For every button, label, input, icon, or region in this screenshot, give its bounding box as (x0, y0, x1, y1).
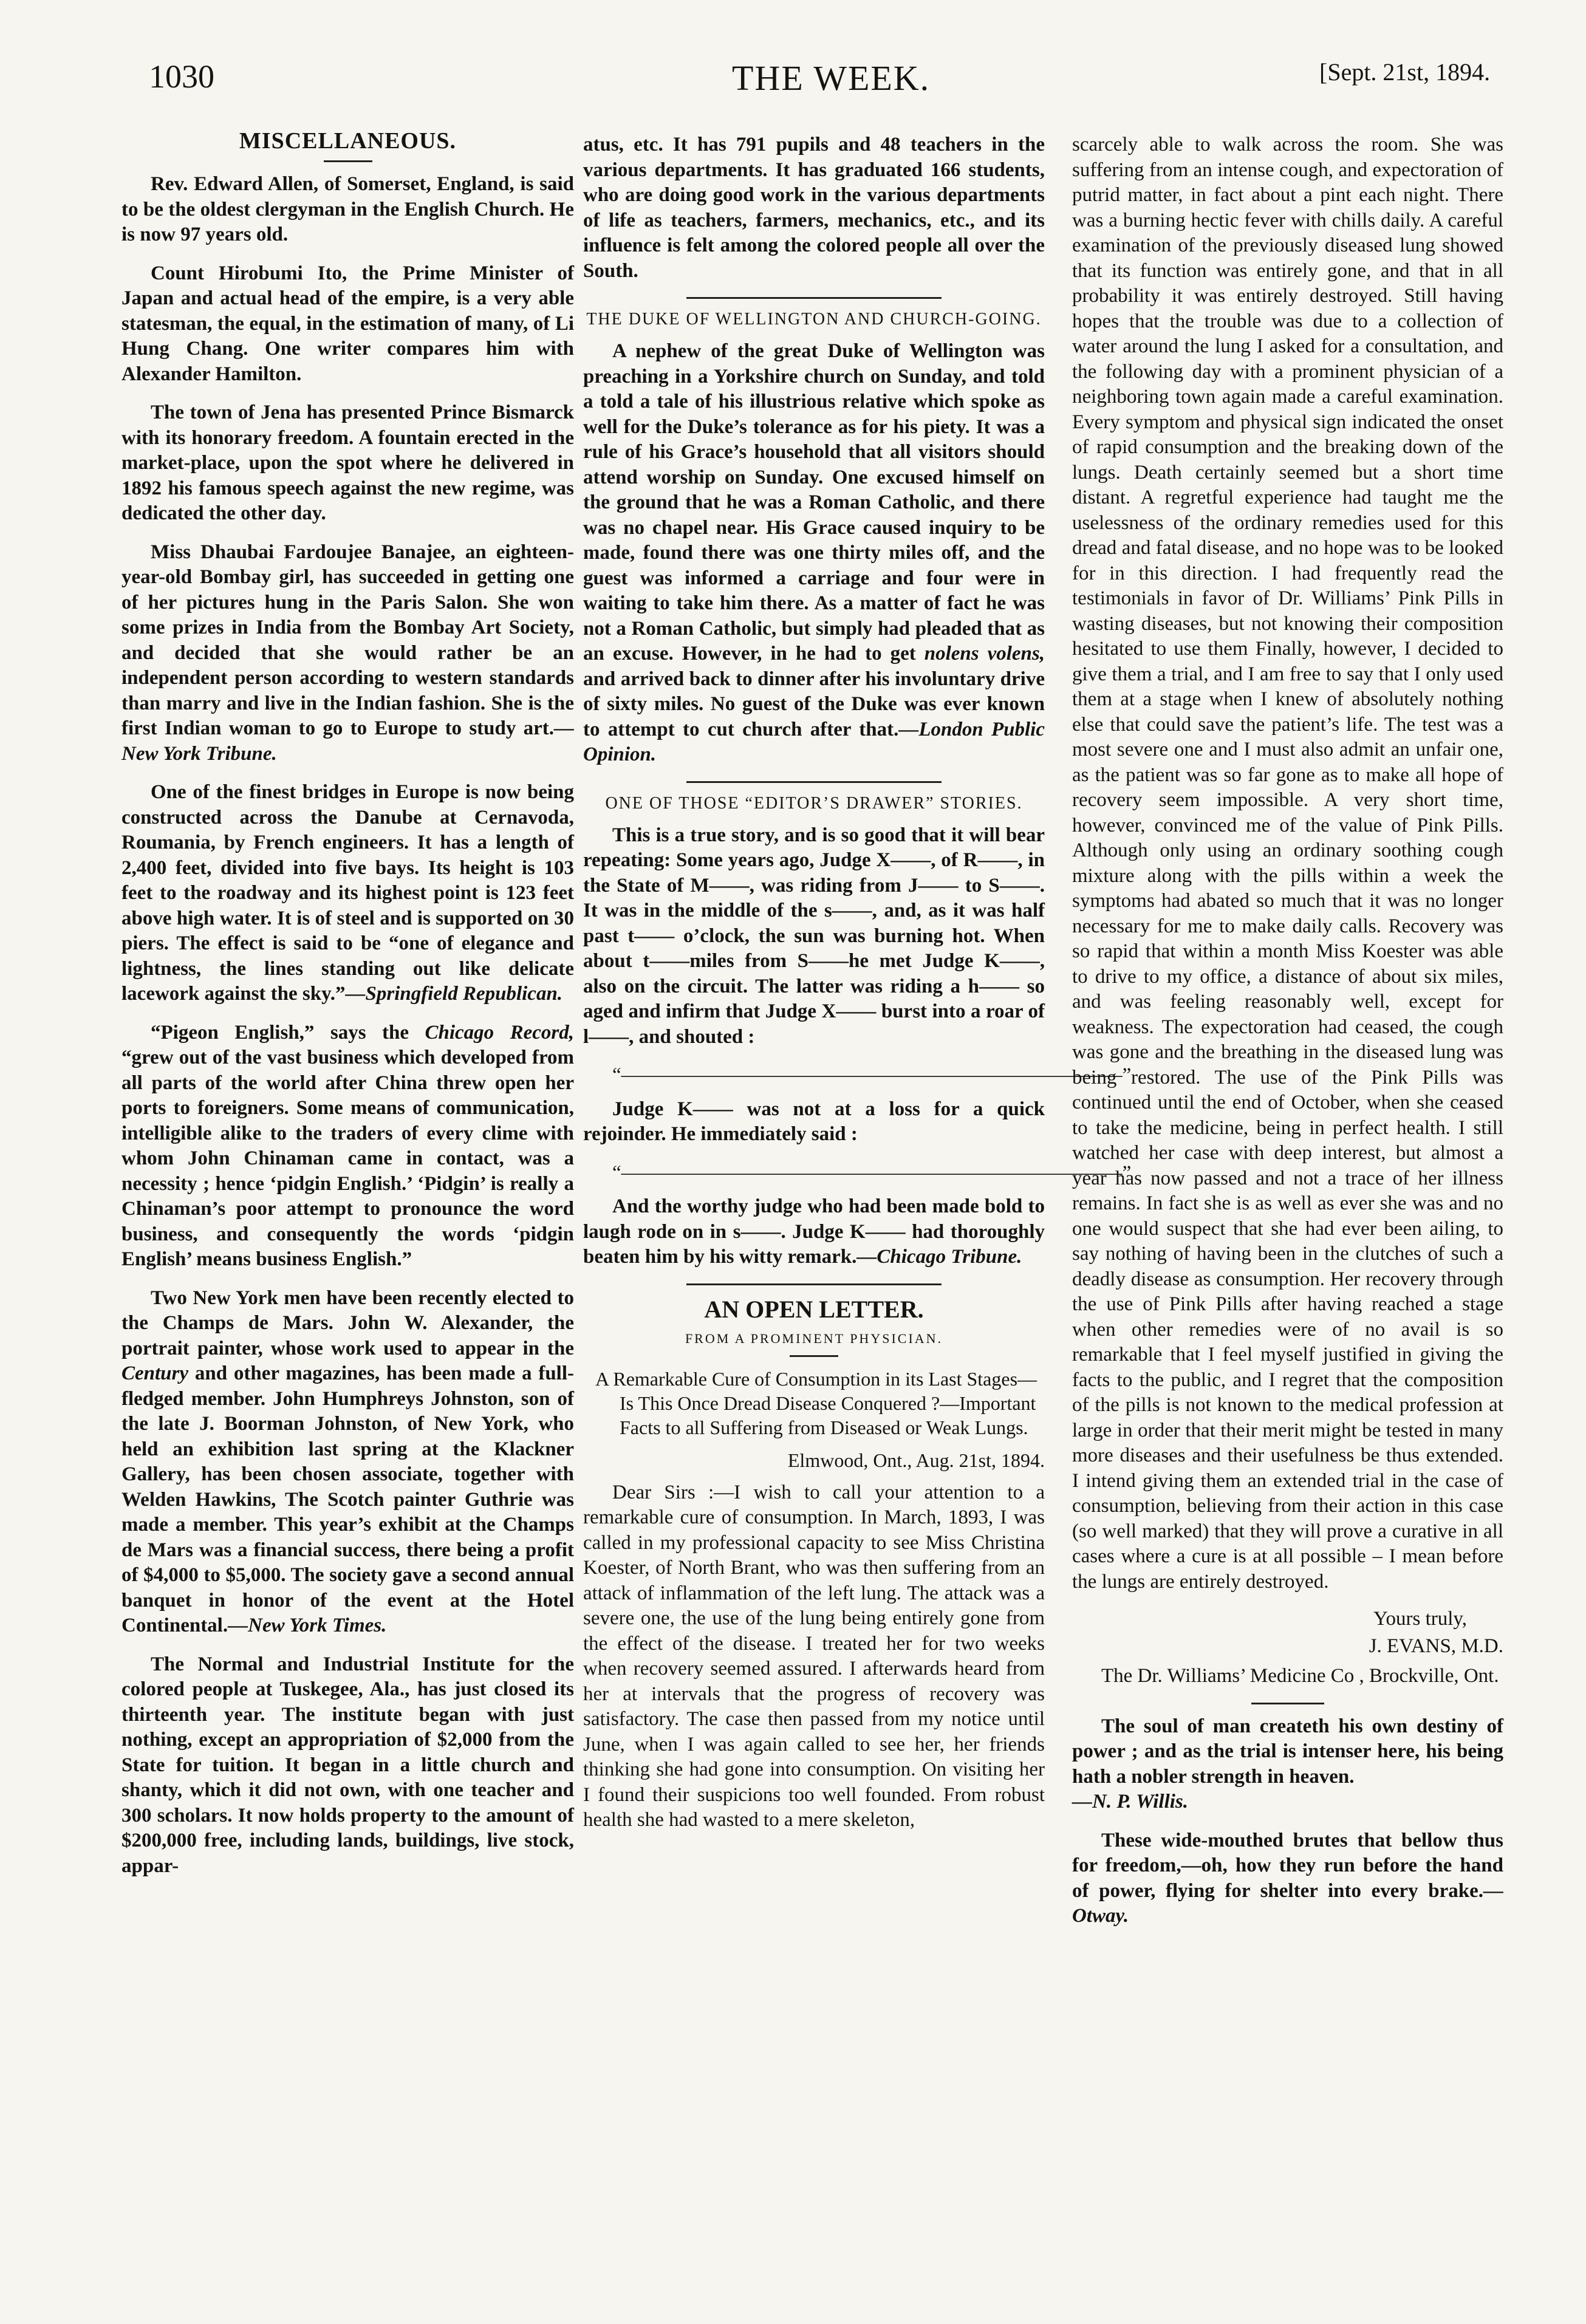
drawer-story: This is a true story, and is so good that it will bear repeating: Some years ago, Judge X——, of R——, in the State of M——, was riding from J—— to S——. It was in the middle of the s——, and, as it was half past t—— o’clock, the sun was burning hot. When about t——miles from S——he met Judge K——, also on the circuit. The latter was riding a h—— so aged and infirm that Judge X—— burst into a roar of l——, and shouted : (583, 824, 1045, 1048)
item-text: and arrived back to dinner after his involuntary drive of sixty miles. No guest of the Duke was ever known to attempt to cut church after that. (583, 668, 1045, 740)
letter-signature: J. EVANS, M.D. (1369, 1635, 1503, 1657)
divider (686, 781, 942, 783)
masthead-title: THE WEEK. (732, 58, 931, 98)
magazine-name: Century (121, 1362, 189, 1384)
item-banajee (121, 540, 574, 767)
source-credit: —Springfield Republican. (345, 983, 563, 1005)
issue-date: [Sept. 21st, 1894. (1319, 58, 1491, 86)
column-1 (121, 128, 574, 1892)
source-credit: Chicago Record, (425, 1021, 574, 1044)
divider (1251, 1703, 1324, 1704)
letter-closing: Yours truly, (1373, 1608, 1467, 1630)
quoted-blank: “—————————————————————————” (612, 1161, 1132, 1184)
letter-addressee: The Dr. Williams’ Medicine Co , Brockville, Ont. (1101, 1665, 1499, 1687)
item-text: Two New York men have been recently elected to the Champs de Mars. John W. Alexander, the portrait painter, whose work used to appear in the (121, 1287, 574, 1359)
letter-body: Dear Sirs :—I wish to call your attention to a remarkable cure of consumption. In March, 1893, I was called in my professional capacity to see Miss Christina Koester, of North Brant, who was then suffering from an attack of inflammation of the left lung. The attack was a severe one, the use of the lung being entirely gone from the effect of the disease. I treated her for two weeks when recovery seemed assured. I afterwards heard from her at intervals that the progress of recovery was satisfactory. The case then passed from my notice until June, when I was again called to see her, her friends thinking she had gone into consumption. On visiting her I found their suspicions too well founded. From robust health she had wasted to a mere skeleton, (583, 1481, 1045, 1831)
source-credit: —New York Times. (228, 1615, 387, 1636)
page-number: 1030 (149, 58, 214, 95)
quote-willis (1072, 1714, 1503, 1815)
quote-author: —Otway. (1072, 1879, 1503, 1927)
item-text: One of the finest bridges in Europe is now being constructed across the Danube at Cernavoda, Roumania, by French engineers. It has a length of 2,400 feet, divided into five bays. Its height is 103 feet to the roadway and its highest point is 123 feet above high water. It is of steel and is supported on 30 piers. The effect is said to be “one of elegance and lightness, the lines standing out like delicate lacework against the sky.” (121, 781, 574, 1005)
item-text: and other magazines, has been made a full-fledged member. John Humphreys Johnston, son of the late J. Boorman Johnston, of New York, who held an exhibition last spring at the Klackner Gallery, has been chosen associate, together with Welden Hawkins, The Scotch painter Guthrie was made a member. This year’s exhibit at the Champs de Mars was a financial success, there being a profit of $4,000 to $5,000. The society gave a second annual banquet in honor of the event at the Hotel Continental. (121, 1362, 574, 1636)
letter-body-continued: scarcely able to walk across the room. She was suffering from an intense cough, and expectoration of putrid matter, in fact about a pint each night. There was a burning hectic fever with chills daily. A careful examination of the previously diseased lung showed that its function was entirely gone, and that in all probability it was entirely destroyed. Still having hopes that the trouble was due to a collection of water around the lung I asked for a consultation, and the following day with a prominent physician of a neighboring town again made a careful examination. Every symptom and physical sign indicated the onset of rapid consumption and the breaking down of the lungs. Death certainly seemed but a short time distant. A regretful experience had taught me the uselessness of the ordinary remedies used for this dread and fatal disease, and no hope was to be looked for in this direction. I had frequently read the testimonials in favor of Dr. Williams’ Pink Pills in wasting diseases, but not knowing their composition hesitated to use them Finally, however, I decided to give them a trial, and I am free to say that I only used them at a stage when I knew of absolutely nothing else that could save the patient’s life. The test was a most severe one and I must also admit an unfair one, as the patient was so far gone as to make all hope of recovery seem impossible. A very short time, however, convinced me of the value of Pink Pills. Although only using an ordinary soothing cough mixture along with the pills within a week the symptoms had abated so much that it was no longer necessary for me to make daily calls. Recovery was so rapid that within a month Miss Koester was able to drive to my office, a distance of about six miles, and was feeling reasonably well, except for weakness. The expectoration had ceased, the cough was gone and the breathing in the diseased lung was being restored. The use of the Pink Pills was continued until the end of October, when she ceased to take the medicine, being in perfect health. I still watched her case with deep interest, but almost a year has now passed and not a trace of her illness remains. In fact she is as well as ever she was and no one would suspect that she had ever been ailing, to say nothing of having been in the clutches of such a deadly disease as consumption. Her recovery through the use of Pink Pills after having reached a stage when other remedies were of no avail is so remarkable that I feel myself justified in giving the facts to the public, and I regret that the composition of the pills is not known to the medical profession at large in order that their merit might be tested in many more diseases and their usefulness be thus extended. I intend giving them an extended trial in the case of consumption, believing from their action in this case (so well marked) that they will prove a curative in all cases where a cure is at all possible – I mean before the lungs are entirely destroyed. (1072, 134, 1503, 1593)
quote-text: The soul of man createth his own destiny of power ; and as the trial is intenser here, his being hath a nobler strength in heaven. (1072, 1715, 1503, 1788)
source-credit: —Chicago Tribune. (856, 1246, 1022, 1268)
wellington-story (583, 339, 1045, 768)
item-tuskegee: The Normal and Industrial Institute for the colored people at Tuskegee, Ala., has just closed its thirteenth year. The institute began with just nothing, except an appropriation of $2,000 from the State for tuition. It began in a little church and shanty, which it did not own, with one teacher and 300 scholars. It now holds property to the amount of $200,000 free, including lands, buildings, live stock, appar- (121, 1653, 574, 1877)
adjacent-page-edge (1561, 0, 1586, 2324)
item-ito: Count Hirobumi Ito, the Prime Minister of Japan and actual head of the empire, is a very able statesman, the equal, in the estimation of many, of Li Hung Chang. One writer compares him with Alexander Hamilton. (121, 262, 574, 385)
quote-text: These wide-mouthed brutes that bellow thus for freedom,—oh, how they run before the hand of power, flying for shelter into every brake. (1072, 1829, 1503, 1902)
section-heading: MISCELLANEOUS. (239, 128, 457, 154)
item-tuskegee-continued: atus, etc. It has 791 pupils and 48 teachers in the various departments. It has graduated 166 students, who are doing good work in the various departments of life as teachers, farmers, mechanics, etc., and its influence is felt among the colored people all over the South. (583, 134, 1045, 282)
wellington-heading: THE DUKE OF WELLINGTON AND CHURCH-GOING. (586, 310, 1042, 329)
quote-otway (1072, 1828, 1503, 1929)
item-champs-de-mars (121, 1286, 574, 1639)
column-3 (1072, 132, 1503, 1943)
latin-phrase: nolens volens, (924, 643, 1045, 665)
item-text: “Pigeon English,” says the (151, 1021, 425, 1044)
item-bridge (121, 780, 574, 1007)
item-text: Miss Dhaubai Fardoujee Banajee, an eighteen-year-old Bombay girl, has succeeded in getting one of her pictures hung in the Paris Salon. She won some prizes in India from the Bombay Art Society, and decided that she would rather be an independent person according to western standards than marry and live in the Indian fashion. She is the first Indian woman to go to Europe to study art. (121, 541, 574, 739)
source-credit: —New York Tribune. (121, 717, 574, 765)
open-letter-subheading: FROM A PROMINENT PHYSICIAN. (685, 1330, 943, 1346)
item-bismarck: The town of Jena has presented Prince Bismarck with its honorary freedom. A fountain erected in the market-place, upon the spot where he delivered in 1892 his famous speech against the new regime, was dedicated the other day. (121, 402, 574, 524)
drawer-rejoinder: Judge K—— was not at a loss for a quick rejoinder. He immediately said : (583, 1098, 1045, 1145)
open-letter-heading: AN OPEN LETTER. (704, 1295, 924, 1323)
source-credit: —London Public Opinion. (583, 718, 1045, 765)
item-text: And the worthy judge who had been made bold to laugh rode on in s——. Judge K—— had thoroughly beaten him by his witty remark. (583, 1195, 1045, 1268)
divider (790, 1355, 838, 1357)
divider (324, 160, 372, 162)
item-pidgin (121, 1020, 574, 1273)
divider (686, 297, 942, 299)
letter-dateline: Elmwood, Ont., Aug. 21st, 1894. (787, 1449, 1045, 1471)
divider (686, 1283, 942, 1285)
quoted-blank: “—————————————————————————” (612, 1064, 1132, 1086)
drawer-ending (583, 1194, 1045, 1270)
item-clergyman: Rev. Edward Allen, of Somerset, England, is said to be the oldest clergyman in the English Church. He is now 97 years old. (121, 173, 574, 245)
item-text: A nephew of the great Duke of Wellington was preaching in a Yorkshire church on Sunday, and told a told a tale of his illustrious relative which spoke as well for the Duke’s tolerance as for his piety. It was a rule of his Grace’s household that all visitors should attend worship on Sunday. One excused himself on the ground that he was a Roman Catholic, and there was no chapel near. His Grace caused inquiry to be made, found there was one thirty miles off, and the guest was informed a carriage and four were in waiting to take him there. As a matter of fact he was not a Roman Catholic, but simply had pleaded that as an excuse. However, in he had to get (583, 340, 1045, 665)
open-letter-summary: A Remarkable Cure of Consumption in its Last Stages—Is This Once Dread Disease Conquered ?—Important Facts to all Suffering from Diseased or Weak Lungs. (595, 1367, 1037, 1438)
item-text: “grew out of the vast business which developed from all parts of the world after China threw open her ports to foreigners. Some means of communication, intelligible alike to the traders of every clime with whom John Chinaman came in contact, was a necessity ; hence ‘pidgin English.’ ‘Pidgin’ is really a Chinaman’s poor attempt to pronounce the word business, and consequently the words ‘pidgin English’ means business English.” (121, 1047, 574, 1270)
drawer-heading: ONE OF THOSE “EDITOR’S DRAWER” STORIES. (605, 793, 1023, 813)
quote-author: —N. P. Willis. (1072, 1791, 1189, 1813)
